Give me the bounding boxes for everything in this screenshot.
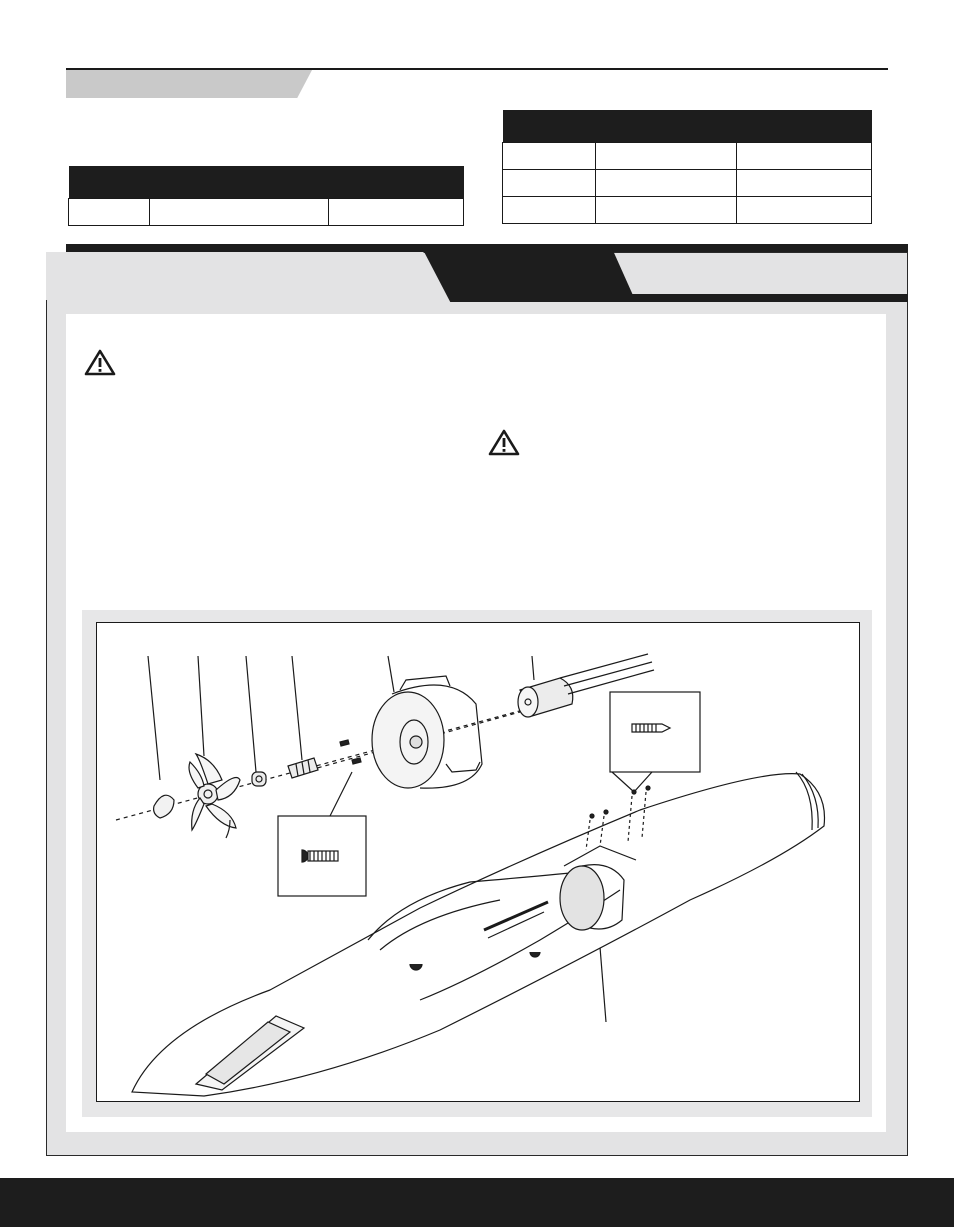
warning-triangle-icon <box>488 428 520 456</box>
warning-triangle-icon <box>84 348 116 376</box>
footer-bar <box>0 1178 954 1227</box>
panel-header-line <box>620 294 908 302</box>
exploded-fan-illustration <box>96 622 860 1102</box>
table-row <box>503 170 872 197</box>
callout-leader-line <box>148 656 160 780</box>
table-header-row <box>69 166 464 199</box>
table-row <box>503 143 872 170</box>
panel-header-light <box>46 252 456 300</box>
table-row <box>69 199 464 226</box>
right-spec-table <box>502 110 872 224</box>
table-header-row <box>503 110 872 143</box>
table-row <box>503 197 872 224</box>
panel-header-tab <box>420 244 636 302</box>
section-tab <box>66 70 312 98</box>
top-rule <box>66 68 888 70</box>
left-spec-table <box>68 166 464 226</box>
